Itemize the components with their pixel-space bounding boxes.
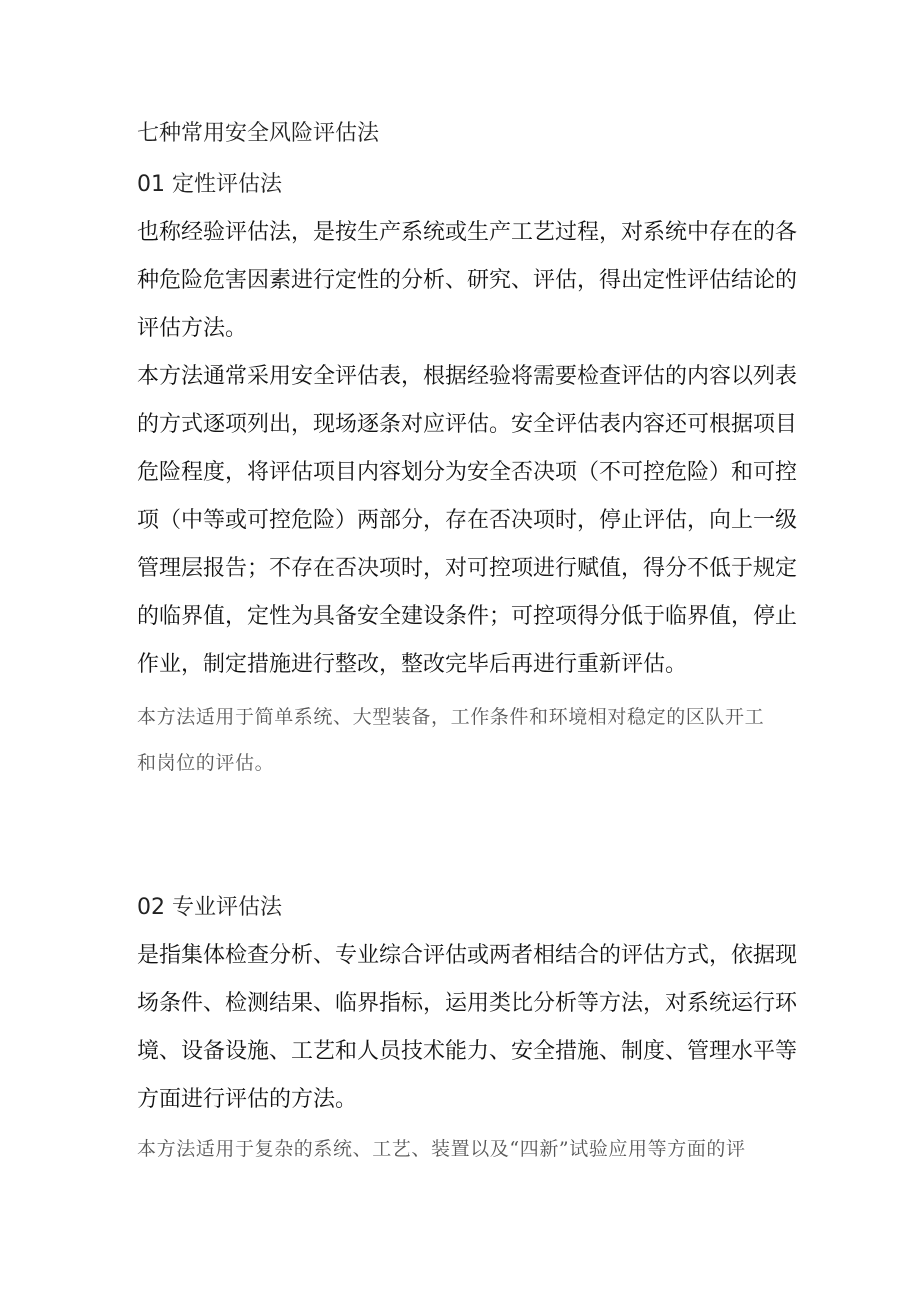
paragraph-line: 评估方法。 (137, 316, 248, 341)
paragraph-line: 也称经验评估法，是按生产系统或生产工艺过程，对系统中存在的各 (137, 220, 798, 245)
paragraph-line: 的临界值，定性为具备安全建设条件；可控项得分低于临界值，停止 (137, 604, 798, 629)
paragraph-line: 作业，制定措施进行整改，整改完毕后再进行重新评估。 (137, 652, 688, 677)
paragraph-line: 方面进行评估的方法。 (137, 1087, 358, 1112)
note-line: 本方法适用于复杂的系统、工艺、装置以及“四新”试验应用等方面的评 (137, 1138, 746, 1160)
section-heading-02: 02 专业评估法 (137, 895, 282, 920)
paragraph-line: 的方式逐项列出，现场逐条对应评估。安全评估表内容还可根据项目 (137, 412, 798, 437)
paragraph-line: 种危险危害因素进行定性的分析、研究、评估，得出定性评估结论的 (137, 268, 798, 293)
document-title: 七种常用安全风险评估法 (137, 121, 380, 146)
note-line: 和岗位的评估。 (137, 752, 275, 774)
paragraph-line: 管理层报告；不存在否决项时，对可控项进行赋值，得分不低于规定 (137, 556, 798, 581)
section-heading-01: 01 定性评估法 (137, 172, 282, 197)
paragraph-line: 项（中等或可控危险）两部分，存在否决项时，停止评估，向上一级 (137, 508, 798, 533)
paragraph-line: 场条件、检测结果、临界指标，运用类比分析等方法，对系统运行环 (137, 991, 798, 1016)
note-line: 本方法适用于简单系统、大型装备，工作条件和环境相对稳定的区队开工 (137, 706, 765, 728)
paragraph-line: 危险程度，将评估项目内容划分为安全否决项（不可控危险）和可控 (137, 460, 798, 485)
paragraph-line: 境、设备设施、工艺和人员技术能力、安全措施、制度、管理水平等 (137, 1039, 798, 1064)
paragraph-line: 本方法通常采用安全评估表，根据经验将需要检查评估的内容以列表 (137, 364, 798, 389)
paragraph-line: 是指集体检查分析、专业综合评估或两者相结合的评估方式，依据现 (137, 943, 798, 968)
